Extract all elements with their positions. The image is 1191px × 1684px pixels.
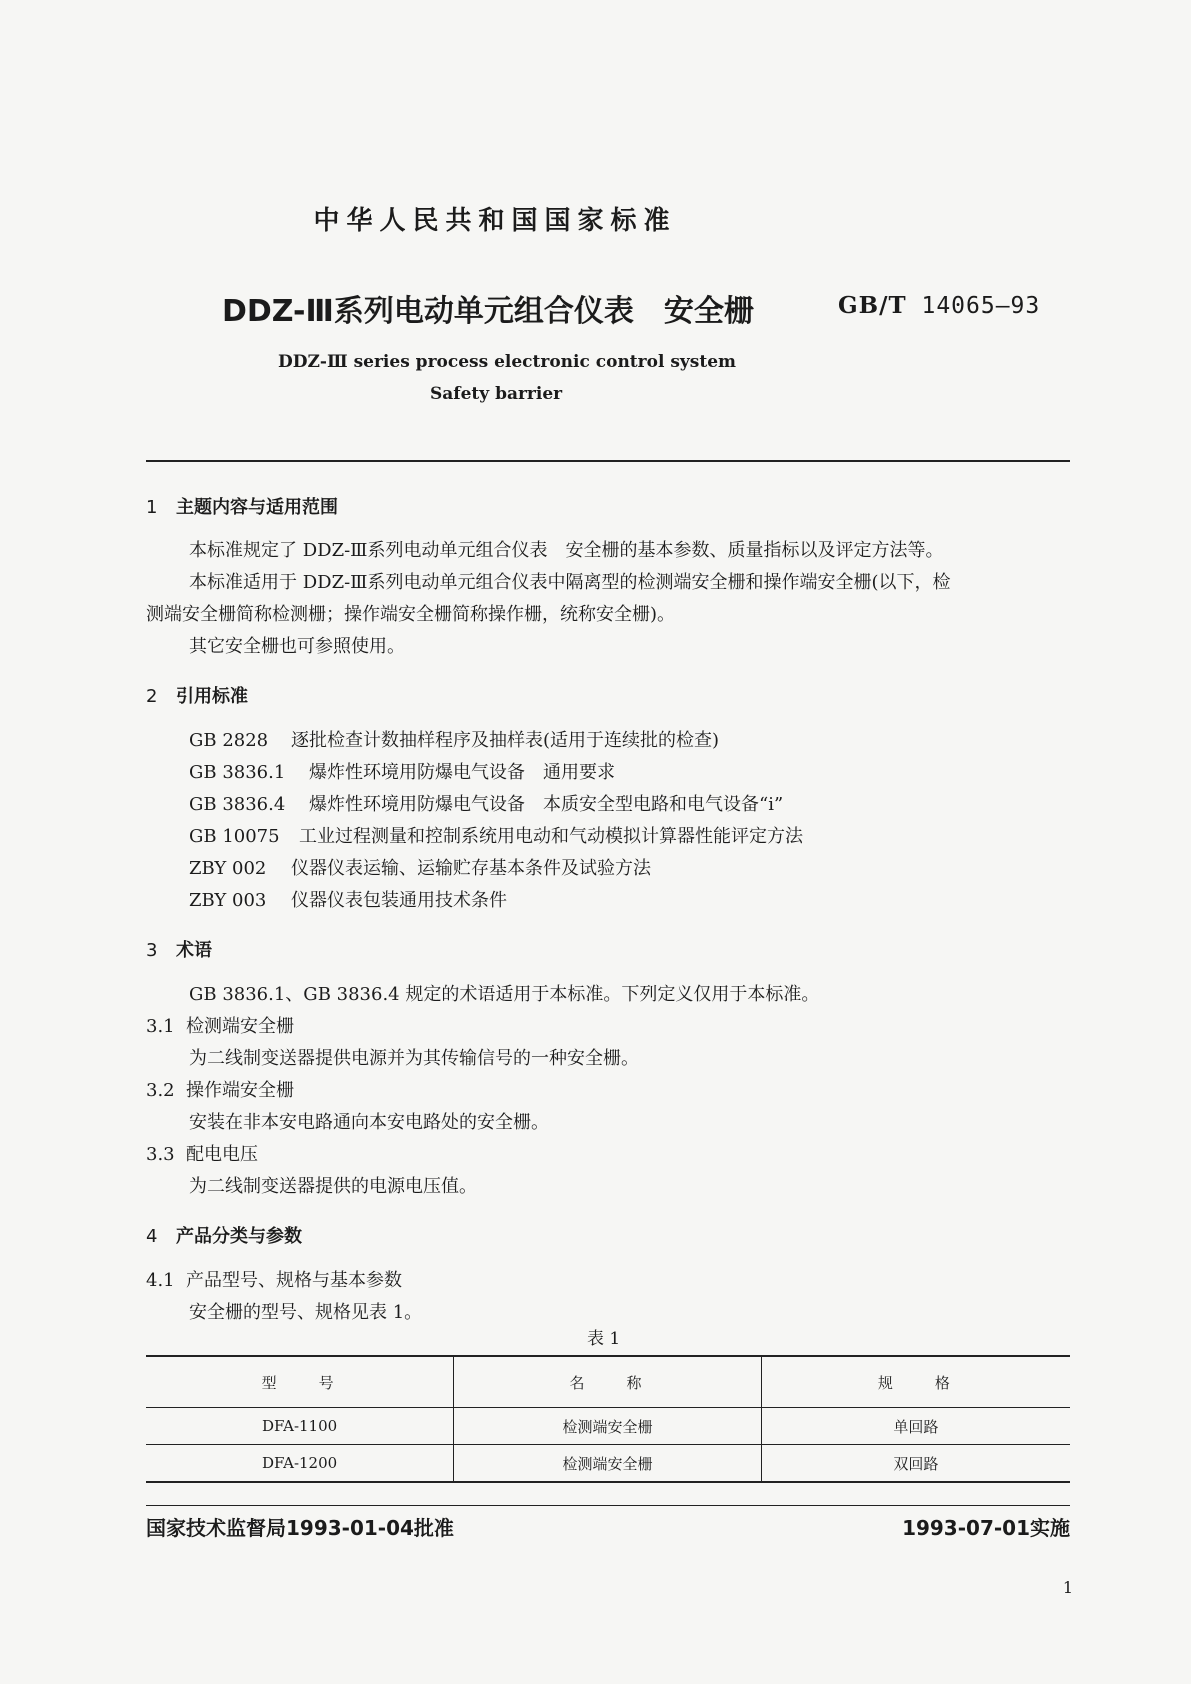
reference-title: 爆炸性环境用防爆电气设备 通用要求	[309, 762, 615, 783]
subsection-term: 操作端安全栅	[186, 1080, 294, 1101]
section-1-para-1: 本标准规定了 DDZ-Ⅲ系列电动单元组合仪表 安全栅的基本参数、质量指标以及评定方法等。	[189, 540, 944, 561]
reference-title: 逐批检查计数抽样程序及抽样表(适用于连续批的检查)	[291, 730, 720, 751]
section-4-para-1: 安全栅的型号、规格见表 1。	[189, 1302, 423, 1323]
header-divider	[146, 460, 1070, 462]
subsection-term: 检测端安全栅	[186, 1016, 294, 1037]
reference-code: GB 3836.1	[189, 762, 286, 783]
reference-code: GB 3836.4	[189, 794, 286, 815]
reference-code: ZBY 002	[189, 858, 267, 879]
reference-item	[189, 790, 783, 816]
subsection-3-2-heading	[146, 1076, 294, 1102]
section-number: 1	[146, 497, 158, 518]
subsection-number: 3.2	[146, 1080, 175, 1101]
reference-item	[189, 886, 507, 912]
subsection-3-1-definition: 为二线制变送器提供电源并为其传输信号的一种安全栅。	[189, 1048, 639, 1069]
section-1-heading	[146, 493, 338, 519]
reference-title: 仪器仪表包装通用技术条件	[291, 890, 507, 911]
reference-item	[189, 726, 719, 752]
subsection-number: 3.1	[146, 1016, 175, 1037]
subsection-4-1-heading	[146, 1266, 402, 1292]
section-number: 4	[146, 1226, 158, 1247]
table-header-row	[146, 1356, 1070, 1408]
table-1	[146, 1355, 1070, 1483]
standard-code	[838, 292, 1040, 319]
reference-title: 工业过程测量和控制系统用电动和气动模拟计算器性能评定方法	[299, 826, 803, 847]
section-2-heading	[146, 682, 248, 708]
section-number: 3	[146, 940, 158, 961]
table-row	[146, 1408, 1070, 1445]
section-title: 引用标准	[176, 686, 248, 707]
standard-code-number: 14065—93	[921, 293, 1041, 319]
section-title: 产品分类与参数	[176, 1226, 302, 1247]
reference-code: ZBY 003	[189, 890, 267, 911]
standard-code-prefix: GB/T	[838, 292, 907, 319]
reference-code: GB 2828	[189, 730, 269, 751]
subsection-term: 配电电压	[186, 1144, 258, 1165]
footer-divider	[146, 1505, 1070, 1506]
section-title: 术语	[176, 940, 212, 961]
standard-title-en-line1: DDZ-Ⅲ series process electronic control system	[278, 352, 737, 372]
section-1-para-2-line-1: 本标准适用于 DDZ-Ⅲ系列电动单元组合仪表中隔离型的检测端安全栅和操作端安全栅(以下，检	[189, 572, 951, 593]
reference-code: GB 10075	[189, 826, 280, 847]
section-4-heading	[146, 1222, 302, 1248]
section-number: 2	[146, 686, 158, 707]
approval-line: 国家技术监督局1993-01-04批准	[146, 1516, 454, 1540]
cell-spec: 双回路	[761, 1445, 1070, 1483]
cell-model: DFA-1200	[146, 1445, 454, 1483]
standard-title-en-line2: Safety barrier	[430, 384, 563, 404]
section-1-para-2-line-2: 测端安全栅简称检测栅；操作端安全栅简称操作栅，统称安全栅)。	[146, 604, 676, 625]
column-header-model: 型 号	[146, 1356, 454, 1408]
subsection-3-3-heading	[146, 1140, 258, 1166]
section-3-para-1: GB 3836.1、GB 3836.4 规定的术语适用于本标准。下列定义仅用于本标准。	[189, 984, 820, 1005]
reference-item	[189, 854, 651, 880]
subsection-number: 4.1	[146, 1270, 175, 1291]
subsection-title: 产品型号、规格与基本参数	[186, 1270, 402, 1291]
reference-item	[189, 758, 615, 784]
reference-item	[189, 822, 803, 848]
section-3-heading	[146, 936, 212, 962]
cell-spec: 单回路	[761, 1408, 1070, 1445]
effective-date-line: 1993-07-01实施	[902, 1516, 1070, 1540]
section-1-para-3: 其它安全栅也可参照使用。	[189, 636, 405, 657]
subsection-3-3-definition: 为二线制变送器提供的电源电压值。	[189, 1176, 477, 1197]
table-row	[146, 1445, 1070, 1483]
reference-title: 爆炸性环境用防爆电气设备 本质安全型电路和电气设备“i”	[309, 794, 784, 815]
page-number: 1	[1062, 1578, 1073, 1597]
column-header-spec: 规 格	[761, 1356, 1070, 1408]
subsection-3-1-heading	[146, 1012, 294, 1038]
cell-name: 检测端安全栅	[454, 1445, 762, 1483]
reference-title: 仪器仪表运输、运输贮存基本条件及试验方法	[291, 858, 651, 879]
table-caption: 表 1	[587, 1329, 621, 1349]
column-header-name: 名 称	[454, 1356, 762, 1408]
standard-title-cn: DDZ-Ⅲ系列电动单元组合仪表 安全栅	[222, 294, 754, 329]
cell-name: 检测端安全栅	[454, 1408, 762, 1445]
national-standard-heading: 中华人民共和国国家标准	[313, 206, 677, 236]
section-title: 主题内容与适用范围	[176, 497, 338, 518]
cell-model: DFA-1100	[146, 1408, 454, 1445]
subsection-number: 3.3	[146, 1144, 175, 1165]
subsection-3-2-definition: 安装在非本安电路通向本安电路处的安全栅。	[189, 1112, 549, 1133]
